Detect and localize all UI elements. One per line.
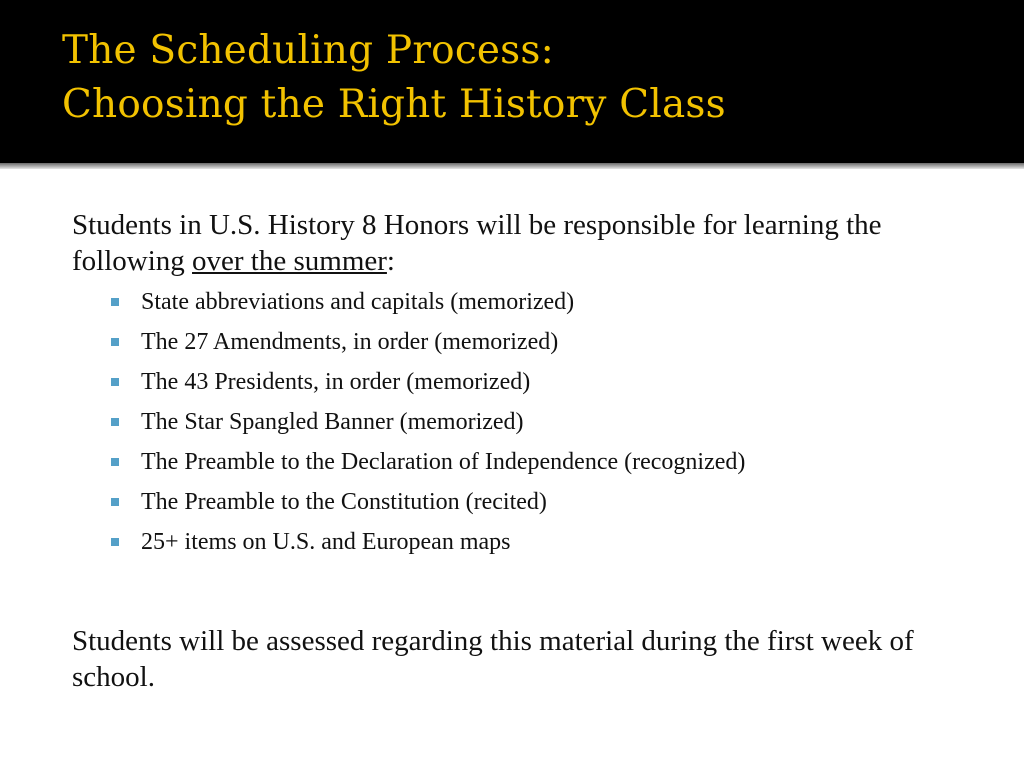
square-bullet-icon bbox=[111, 538, 119, 546]
title-band bbox=[0, 0, 1024, 162]
list-item-text: The Star Spangled Banner (memorized) bbox=[141, 409, 524, 435]
square-bullet-icon bbox=[111, 418, 119, 426]
intro-colon: : bbox=[386, 245, 395, 277]
slide-body bbox=[0, 169, 1024, 768]
list-item bbox=[0, 287, 861, 318]
intro-text: Students in U.S. History 8 Honors will be responsible for learning the following bbox=[72, 209, 882, 277]
list-item-text: The 43 Presidents, in order (memorized) bbox=[141, 369, 531, 395]
bullet-list bbox=[0, 287, 861, 567]
list-item-text: The Preamble to the Constitution (recited) bbox=[141, 489, 547, 515]
slide-title-line-2: Choosing the Right History Class bbox=[62, 82, 726, 127]
list-item bbox=[0, 327, 861, 358]
slide-title bbox=[62, 24, 726, 132]
list-item-text: State abbreviations and capitals (memorized) bbox=[141, 289, 575, 315]
slide-title-line-1: The Scheduling Process: bbox=[62, 28, 554, 73]
square-bullet-icon bbox=[111, 498, 119, 506]
list-item bbox=[0, 527, 861, 558]
square-bullet-icon bbox=[111, 298, 119, 306]
square-bullet-icon bbox=[111, 338, 119, 346]
closing-paragraph: Students will be assessed regarding this material during the first week of school. bbox=[72, 625, 914, 693]
list-item bbox=[0, 487, 861, 518]
list-item bbox=[0, 367, 861, 398]
list-item-text: 25+ items on U.S. and European maps bbox=[141, 529, 511, 555]
list-item bbox=[0, 447, 861, 478]
list-item bbox=[0, 407, 861, 438]
square-bullet-icon bbox=[111, 378, 119, 386]
square-bullet-icon bbox=[111, 458, 119, 466]
list-item-text: The 27 Amendments, in order (memorized) bbox=[141, 329, 559, 355]
intro-underlined-text: over the summer bbox=[192, 245, 387, 277]
intro-paragraph bbox=[72, 207, 962, 279]
list-item-text: The Preamble to the Declaration of Independence (recognized) bbox=[141, 449, 746, 475]
